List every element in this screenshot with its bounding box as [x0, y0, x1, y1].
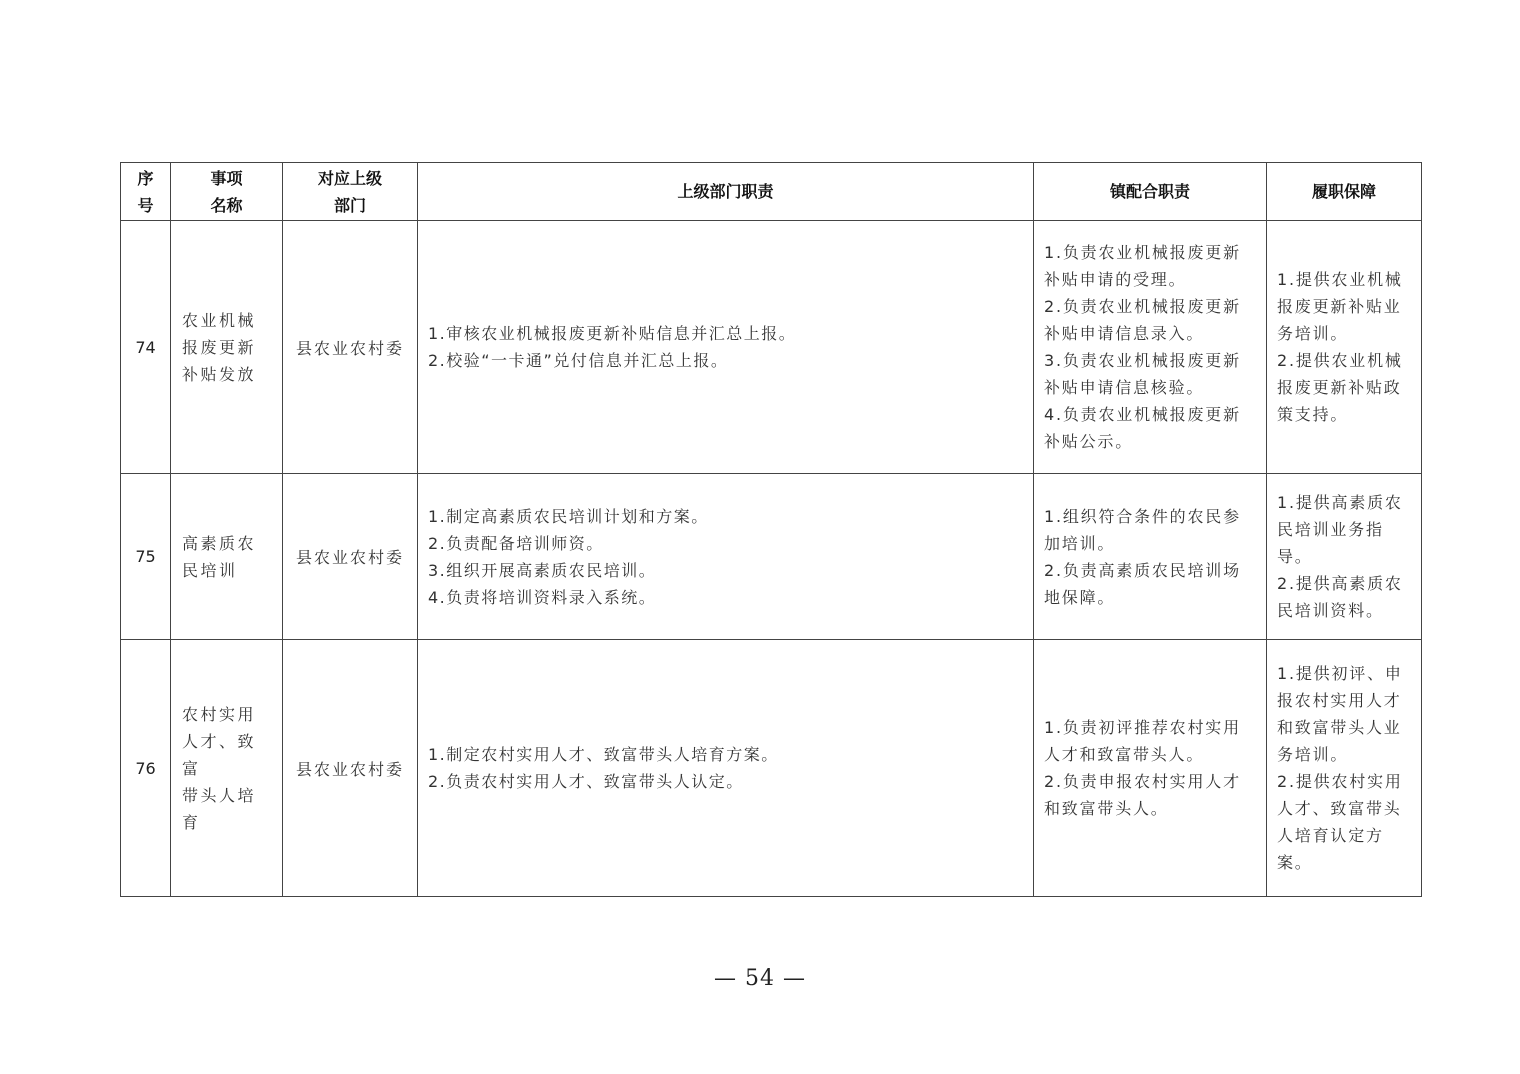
item-name: 农业机械 报废更新 补贴发放 [171, 221, 283, 474]
upper-duty: 1.制定高素质农民培训计划和方案。 2.负责配备培训师资。 3.组织开展高素质农民培训。 4.负责将培训资料录入系统。 [418, 474, 1034, 640]
town-duty: 1.组织符合条件的农民参 加培训。 2.负责高素质农民培训场 地保障。 [1034, 474, 1267, 640]
item-name: 高素质农 民培训 [171, 474, 283, 640]
item-name: 农村实用 人才、致富 带头人培 育 [171, 640, 283, 897]
table-row [121, 640, 1422, 897]
header-num: 序 号 [121, 163, 171, 221]
table-row [121, 221, 1422, 474]
header-name: 事项 名称 [171, 163, 283, 221]
upper-duty: 1.制定农村实用人才、致富带头人培育方案。 2.负责农村实用人才、致富带头人认定。 [418, 640, 1034, 897]
town-duty: 1.负责初评推荐农村实用 人才和致富带头人。 2.负责申报农村实用人才 和致富带头人。 [1034, 640, 1267, 897]
header-upper-duty: 上级部门职责 [418, 163, 1034, 221]
header-dept: 对应上级 部门 [283, 163, 418, 221]
upper-duty: 1.审核农业机械报废更新补贴信息并汇总上报。 2.校验“一卡通”兑付信息并汇总上报。 [418, 221, 1034, 474]
table-row [121, 474, 1422, 640]
header-guarantee: 履职保障 [1267, 163, 1422, 221]
upper-department: 县农业农村委 [283, 221, 418, 474]
guarantee: 1.提供初评、申 报农村实用人才 和致富带头人业 务培训。 2.提供农村实用 人才、致富带头 人培育认定方 案。 [1267, 640, 1422, 897]
row-number: 75 [121, 474, 171, 640]
table-header-row [121, 163, 1422, 221]
guarantee: 1.提供农业机械 报废更新补贴业 务培训。 2.提供农业机械 报废更新补贴政 策支持。 [1267, 221, 1422, 474]
town-duty: 1.负责农业机械报废更新 补贴申请的受理。 2.负责农业机械报废更新 补贴申请信息录入。 3.负责农业机械报废更新 补贴申请信息核验。 4.负责农业机械报废更新 补贴公示。 [1034, 221, 1267, 474]
header-town-duty: 镇配合职责 [1034, 163, 1267, 221]
upper-department: 县农业农村委 [283, 474, 418, 640]
row-number: 74 [121, 221, 171, 474]
upper-department: 县农业农村委 [283, 640, 418, 897]
row-number: 76 [121, 640, 171, 897]
responsibility-table [120, 162, 1422, 897]
page-number: — 54 — [714, 966, 806, 991]
guarantee: 1.提供高素质农 民培训业务指 导。 2.提供高素质农 民培训资料。 [1267, 474, 1422, 640]
